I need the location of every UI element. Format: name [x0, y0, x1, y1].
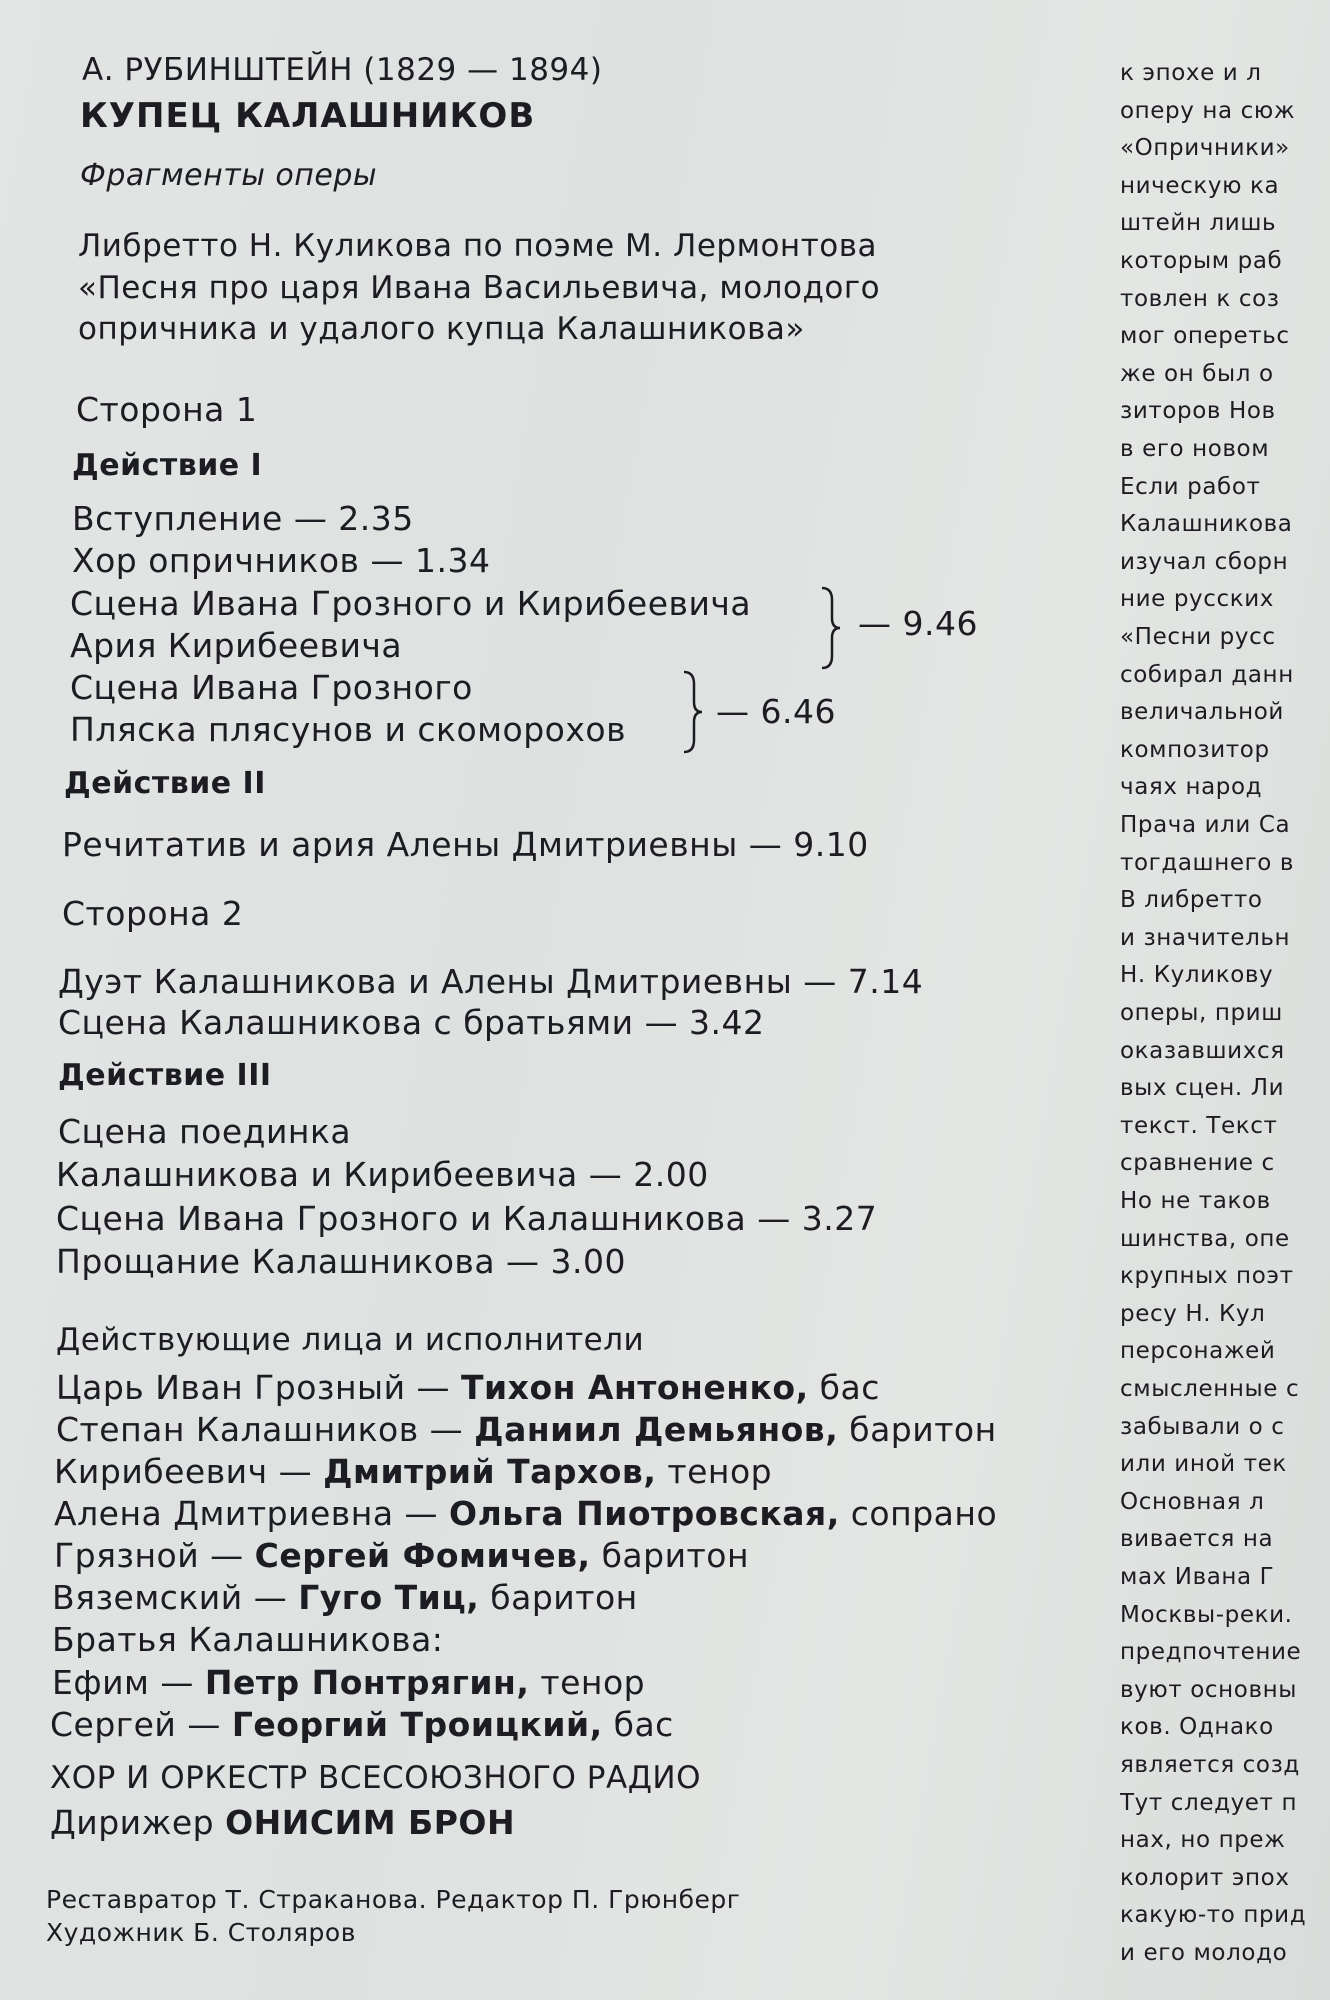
group-time: — 6.46	[716, 692, 836, 731]
cast-row: Алена Дмитриевна — Ольга Пиотровская, сопрано	[54, 1494, 998, 1533]
act3-label: Действие III	[58, 1058, 272, 1093]
cast-heading: Действующие лица и исполнители	[56, 1322, 645, 1358]
act1-label: Действие I	[72, 448, 263, 483]
article-line: величальной	[1120, 699, 1284, 726]
article-line: мог оперетьс	[1120, 323, 1290, 350]
opera-subtitle: Фрагменты оперы	[80, 158, 378, 193]
track-line: Ария Кирибеевича	[70, 626, 403, 665]
article-line: чаях народ	[1120, 774, 1263, 801]
article-line: Калашникова	[1120, 511, 1293, 538]
article-line: Основная л	[1120, 1488, 1265, 1515]
article-line: предпочтение	[1120, 1639, 1302, 1666]
track-line: Вступление — 2.35	[72, 499, 414, 538]
article-line: вуют основны	[1120, 1676, 1298, 1703]
article-line: штейн лишь	[1120, 210, 1277, 237]
article-line: какую-то прид	[1120, 1902, 1307, 1929]
act2-label: Действие II	[64, 766, 266, 801]
composer-line: А. РУБИНШТЕЙН (1829 — 1894)	[82, 52, 603, 88]
track-line: Сцена Калашникова с братьями — 3.42	[58, 1003, 765, 1042]
cast-row: Ефим — Петр Понтрягин, тенор	[52, 1663, 646, 1702]
article-line: текст. Текст	[1120, 1112, 1278, 1139]
track-line: Дуэт Калашникова и Алены Дмитриевны — 7.14	[58, 962, 924, 1001]
article-line: Прача или Са	[1120, 812, 1291, 838]
article-line: Но не таков	[1120, 1188, 1271, 1214]
article-line: к эпохе и л	[1120, 60, 1262, 86]
libretto-line-1: Либретто Н. Куликова по поэме М. Лермонтова	[78, 228, 877, 264]
article-line: персонажей	[1120, 1338, 1276, 1365]
track-line: Сцена Ивана Грозного и Калашникова — 3.27	[56, 1199, 878, 1238]
article-line: ническую ка	[1120, 172, 1280, 199]
brothers-label: Братья Калашникова:	[52, 1620, 444, 1659]
article-line: «Опричники»	[1120, 135, 1290, 162]
article-line: крупных поэт	[1120, 1263, 1294, 1290]
article-line: собирал данн	[1120, 661, 1294, 688]
article-line: является созд	[1120, 1752, 1300, 1778]
article-line: В либретто	[1120, 887, 1263, 914]
article-line: оперу на сюж	[1120, 97, 1296, 124]
track-line: Речитатив и ария Алены Дмитриевны — 9.10	[62, 825, 869, 864]
libretto-line-2: «Песня про царя Ивана Васильевича, молодого	[78, 270, 881, 306]
cast-row: Степан Калашников — Даниил Демьянов, баритон	[56, 1410, 997, 1449]
cast-row: Кирибеевич — Дмитрий Тархов, тенор	[54, 1452, 773, 1491]
article-line: же он был о	[1120, 360, 1274, 387]
article-line: мах Ивана Г	[1120, 1564, 1275, 1590]
article-line: изучал сборн	[1120, 548, 1289, 575]
article-line: Тут следует п	[1120, 1789, 1298, 1816]
brace-icon	[680, 670, 704, 754]
group-time: — 9.46	[858, 604, 978, 643]
track-line: Хор опричников — 1.34	[72, 541, 491, 580]
article-line: оперы, приш	[1120, 1000, 1283, 1026]
article-line: Н. Куликову	[1120, 962, 1274, 989]
article-line: шинства, опе	[1120, 1225, 1290, 1252]
credits-line-2: Художник Б. Столяров	[46, 1918, 356, 1947]
article-line: оказавшихся	[1120, 1037, 1285, 1064]
article-line: колорит эпох	[1120, 1864, 1290, 1891]
track-line: Сцена поединка	[58, 1112, 352, 1151]
cast-row: Царь Иван Грозный — Тихон Антоненко, бас	[56, 1368, 880, 1407]
opera-title: КУПЕЦ КАЛАШНИКОВ	[80, 96, 536, 136]
article-line: «Песни русс	[1120, 624, 1276, 650]
article-line: смысленные с	[1120, 1376, 1300, 1402]
article-line: и его молодо	[1120, 1940, 1288, 1966]
article-line: вых сцен. Ли	[1120, 1075, 1285, 1102]
cast-row: Сергей — Георгий Троицкий, бас	[50, 1705, 674, 1744]
article-line: сравнение с	[1120, 1150, 1275, 1177]
article-line: тогдашнего в	[1120, 849, 1295, 876]
track-line: Калашникова и Кирибеевича — 2.00	[56, 1155, 709, 1194]
credits-line-1: Реставратор Т. Страканова. Редактор П. Грюнберг	[46, 1885, 741, 1914]
article-line: ние русских	[1120, 586, 1274, 613]
article-line: товлен к соз	[1120, 285, 1280, 312]
cast-row: Грязной — Сергей Фомичев, баритон	[54, 1536, 750, 1575]
track-line: Сцена Ивана Грозного и Кирибеевича	[70, 584, 752, 623]
article-line: композитор	[1120, 736, 1270, 763]
brace-icon	[818, 586, 842, 670]
orchestra-line: ХОР И ОРКЕСТР ВСЕСОЮЗНОГО РАДИО	[50, 1760, 702, 1796]
article-line: вивается на	[1120, 1526, 1274, 1553]
side1-label: Сторона 1	[76, 390, 258, 429]
right-column-text	[1120, 60, 1330, 2000]
article-line: которым раб	[1120, 248, 1283, 274]
track-line: Прощание Калашникова — 3.00	[56, 1242, 627, 1281]
track-line: Пляска плясунов и скоморохов	[70, 710, 627, 749]
article-line: или иной тек	[1120, 1451, 1287, 1478]
article-line: забывали о с	[1120, 1413, 1285, 1440]
article-line: Если работ	[1120, 473, 1261, 500]
article-line: Москвы-реки.	[1120, 1601, 1293, 1628]
article-line: ресу Н. Кул	[1120, 1300, 1266, 1327]
cast-row: Вяземский — Гуго Тиц, баритон	[52, 1578, 638, 1617]
article-line: и значительн	[1120, 924, 1291, 951]
article-line: зиторов Нов	[1120, 398, 1276, 425]
article-line: нах, но преж	[1120, 1827, 1286, 1854]
libretto-line-3: опричника и удалого купца Калашникова»	[78, 311, 805, 347]
article-line: в его новом	[1120, 436, 1270, 462]
article-line: ков. Однако	[1120, 1714, 1274, 1741]
conductor-line: Дирижер ОНИСИМ БРОН	[50, 1803, 516, 1842]
track-line: Сцена Ивана Грозного	[70, 668, 473, 707]
side2-label: Сторона 2	[62, 894, 244, 933]
